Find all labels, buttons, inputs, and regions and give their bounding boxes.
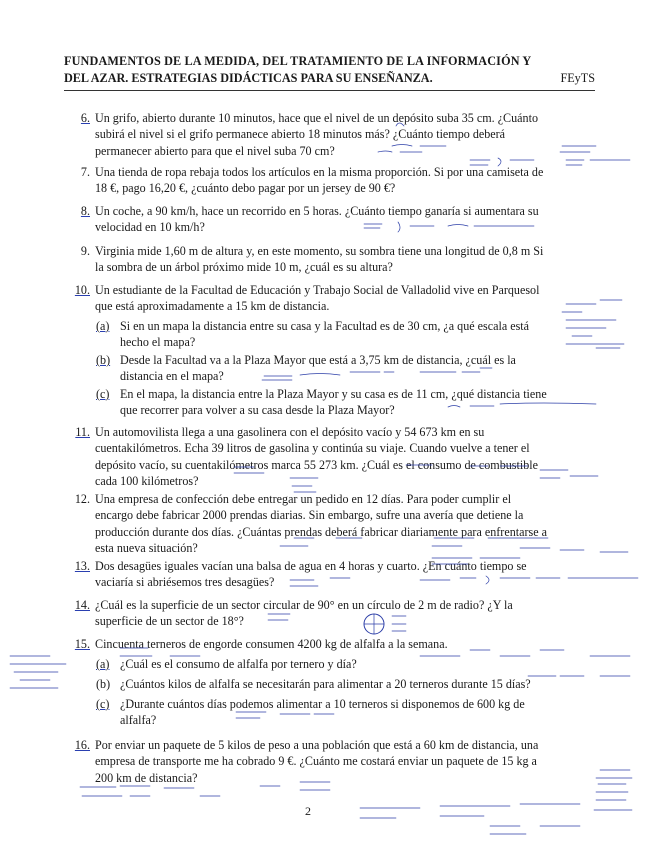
problem-14: 14. ¿Cuál es la superficie de un sector circular de 90° en un círculo de 2 m de radio? ¿Y la superficie de un sector de 18°? — [74, 598, 513, 629]
problem-11: 11. Un automovilista llega a una gasolinera con el depósito vacío y 54 673 km en su cuentakilómetros. Echa 39 litros de gasolina y continúa su viaje. Cuando vuelve a tener el depósito vacío, su cuentakilómetros marca 55 273 km. ¿Cuál es el consumo de combustible cada 100 kilómetros? — [75, 425, 538, 488]
header-title-line1: FUNDAMENTOS DE LA MEDIDA, DEL TRATAMIENTO DE LA INFORMACIÓN Y — [64, 54, 532, 68]
problem-15-c: (c) ¿Durante cuántos días podemos alimentar a 10 terneros si disponemos de 600 kg de alfalfa? — [96, 697, 525, 728]
problem-8: 8. Un coche, a 90 km/h, hace un recorrido en 5 horas. ¿Cuánto tiempo ganaría si aumentara su velocidad en 10 km/h? — [80, 204, 539, 235]
problem-10-b: (b) Desde la Facultad va a la Plaza Mayor que está a 3,75 km de distancia, ¿cuál es la distancia en el mapa? — [96, 353, 516, 384]
problem-13: 13. Dos desagües iguales vacían una balsa de agua en 4 horas y cuarto. ¿En cuánto tiempo se vaciaría si abriésemos tres desagües? — [74, 559, 527, 590]
problem-7: 7. Una tienda de ropa rebaja todos los artículos en la misma proporción. Si por una camiseta de 18 €, pago 16,20 €, ¿cuánto debo pagar por un jersey de 90 €? — [80, 165, 544, 196]
problem-9: 9. Virginia mide 1,60 m de altura y, en este momento, su sombra tiene una longitud de 0,8 m Si la sombra de un árbol próximo mide 10 m, ¿cuál es su altura? — [80, 244, 544, 275]
header-title-line2: DEL AZAR. ESTRATEGIAS DIDÁCTICAS PARA SU ENSEÑANZA. — [64, 71, 433, 85]
course-code: FEyTS — [560, 71, 595, 85]
problem-15-b: (b) ¿Cuántos kilos de alfalfa se necesitarán para alimentar a 20 terneros durante 15 días? — [96, 677, 531, 691]
page-number: 2 — [305, 804, 311, 818]
problem-6: 6. Un grifo, abierto durante 10 minutos, hace que el nivel de un depósito suba 35 cm. ¿Cuánto subirá el nivel si el grifo permanece abierto 18 minutos más? ¿Cuánto tiempo deberá permanecer abierto para que el nivel suba 70 cm? — [80, 111, 538, 158]
problem-15-a: (a) ¿Cuál es el consumo de alfalfa por ternero y día? — [96, 657, 357, 671]
problem-15: 15. Cincuenta terneros de engorde consumen 4200 kg de alfalfa a la semana. — [74, 637, 448, 651]
problem-10-c: (c) En el mapa, la distancia entre la Plaza Mayor y su casa es de 11 cm, ¿qué distancia tiene que recorrer para volver a su casa desde la Plaza Mayor? — [96, 387, 547, 418]
header-rule — [64, 90, 595, 91]
problem-12: 12. Una empresa de confección debe entregar un pedido en 12 días. Para poder cumplir el encargo debe fabricar 2000 prendas diarias. Sin embargo, sufre una avería que detiene la producción durante dos días. ¿Cuántas prendas deberá fabricar diariamente para enfrentarse a esta nueva situación? — [74, 492, 547, 555]
problem-16: 16. Por enviar un paquete de 5 kilos de peso a una población que está a 60 km de distancia, una empresa de transporte me ha cobrado 9 €. ¿Cuánto me costará enviar un paquete de 15 kg a 200 km de distancia? — [74, 738, 539, 785]
problem-10: 10. Un estudiante de la Facultad de Educación y Trabajo Social de Valladolid vive en Parquesol que está aproximadamente a 15 km de distancia. — [74, 283, 540, 314]
document-header — [64, 53, 595, 91]
problem-10-a: (a) Si en un mapa la distancia entre su casa y la Facultad es de 30 cm, ¿a qué escala está hecho el mapa? — [96, 319, 530, 350]
